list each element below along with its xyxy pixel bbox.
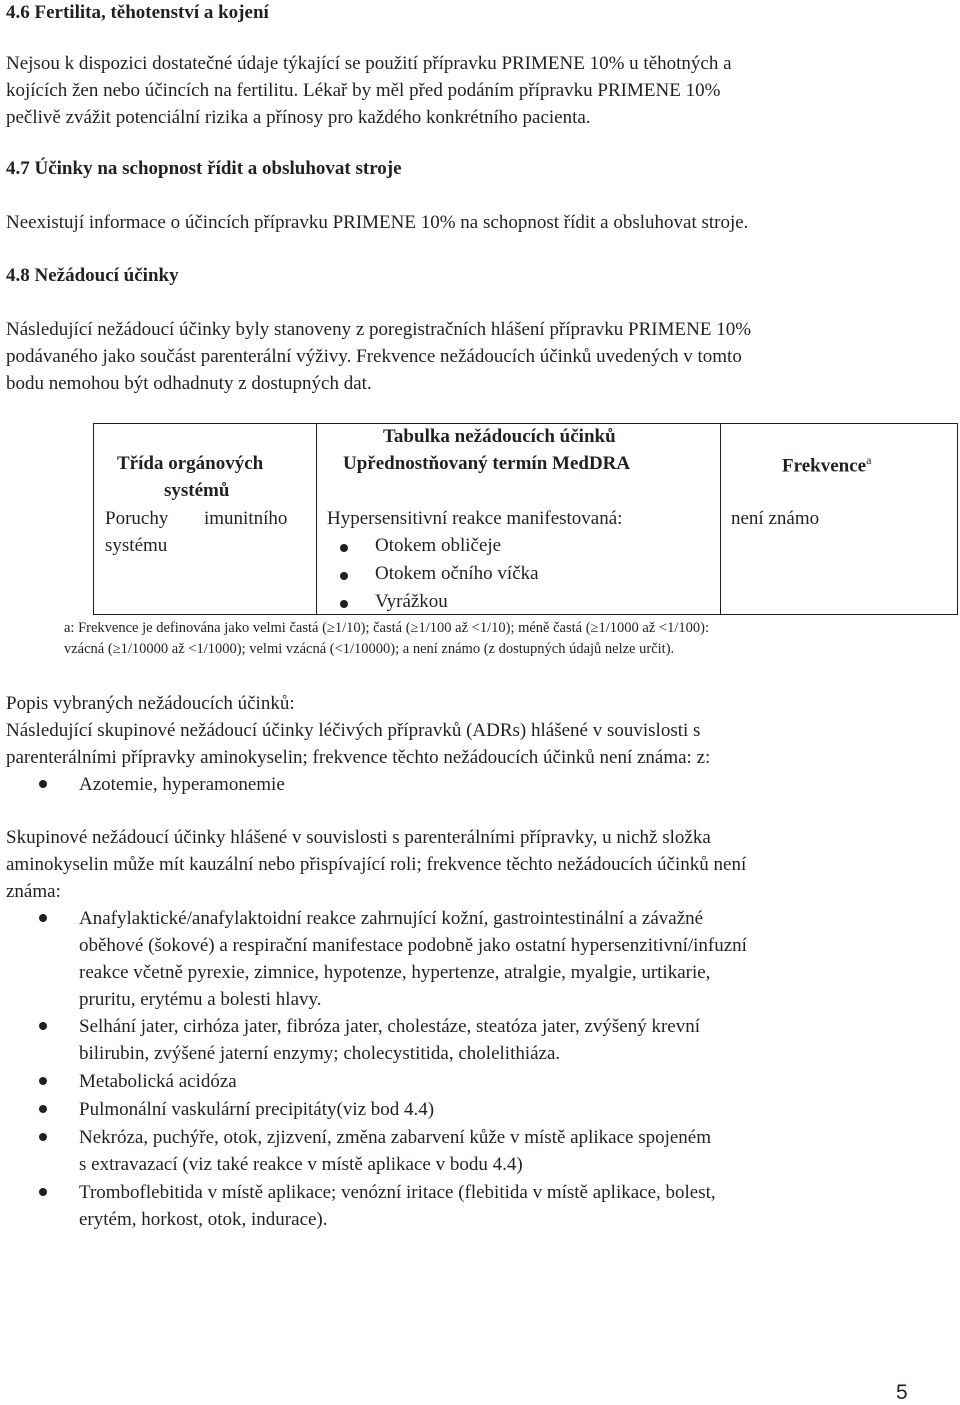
list-item-2-line-2: bilirubin, zvýšené jaterní enzymy; cholecystitida, cholelithiáza.	[79, 1043, 561, 1064]
table-divider-1	[316, 424, 317, 614]
bullet-icon	[39, 780, 47, 788]
bullet-icon	[39, 1105, 47, 1113]
list-item-1-line-3: reakce včetně pyrexie, zimnice, hypotenze, hypertenze, atralgie, myalgie, urtikarie,	[79, 962, 711, 983]
bullet-icon	[39, 1188, 47, 1196]
list-item-6-line-1: Tromboflebitida v místě aplikace; venózní iritace (flebitida v místě aplikace, bolest,	[79, 1182, 716, 1203]
popis-line-1: Následující skupinové nežádoucí účinky léčivých přípravků (ADRs) hlášené v souvislosti s	[6, 720, 701, 741]
col-header-soc-line-1: Třída orgánových	[117, 453, 264, 474]
bullet-icon	[39, 1133, 47, 1141]
skupinove-line-2: aminokyselin může mít kauzální nebo přispívající roli; frekvence těchto nežádoucích účinků není	[6, 854, 747, 875]
popis-line-2: parenterálními přípravky aminokyselin; frekvence těchto nežádoucích účinků není známa: z:	[6, 747, 711, 768]
col-header-soc-line-2: systémů	[164, 480, 230, 501]
col-header-frequency-text: Frekvence	[782, 455, 867, 477]
list-item-1-line-4: pruritu, erytému a bolesti hlavy.	[79, 989, 322, 1010]
popis-heading: Popis vybraných nežádoucích účinků:	[6, 693, 295, 714]
section-4-7-heading: 4.7 Účinky na schopnost řídit a obsluhovat stroje	[6, 158, 402, 179]
cell-term-1: Otokem obličeje	[375, 535, 502, 556]
list-item-6-line-2: erytém, horkost, otok, indurace).	[79, 1209, 328, 1230]
table-footnote-line-2: vzácná (≥1/10000 až <1/1000); velmi vzácná (<1/10000); a není známo (z dostupných údajů nelze určit).	[64, 641, 675, 657]
section-4-8-heading: 4.8 Nežádoucí účinky	[6, 265, 179, 286]
section-4-8-line-2: podávaného jako součást parenterální výživy. Frekvence nežádoucích účinků uvedených v tomto	[6, 346, 742, 367]
popis-bullet: Azotemie, hyperamonemie	[79, 774, 285, 795]
section-4-7-text: Neexistují informace o účincích přípravku PRIMENE 10% na schopnost řídit a obsluhovat stroje.	[6, 212, 749, 233]
cell-frequency: není známo	[731, 508, 820, 529]
list-item-3: Metabolická acidóza	[79, 1071, 237, 1092]
col-header-frequency	[782, 453, 871, 477]
table-footnote-line-1: a: Frekvence je definována jako velmi častá (≥1/10); častá (≥1/100 až <1/10); méně častá (≥1/1000 až <1/100):	[64, 620, 709, 636]
section-4-6-line-3: pečlivě zvážit potenciální rizika a přínosy pro každého konkrétního pacienta.	[6, 107, 591, 128]
table-divider-2	[720, 424, 721, 614]
skupinove-line-3: známa:	[6, 881, 61, 902]
list-item-4: Pulmonální vaskulární precipitáty(viz bod 4.4)	[79, 1099, 435, 1120]
cell-soc-line-1a: Poruchy	[105, 508, 169, 529]
bullet-icon	[340, 544, 348, 552]
section-4-6-line-2: kojících žen nebo účincích na fertilitu. Lékař by měl před podáním přípravku PRIMENE 10%	[6, 80, 721, 101]
adverse-effects-table	[93, 423, 958, 615]
section-4-8-line-1: Následující nežádoucí účinky byly stanoveny z poregistračních hlášení přípravku PRIMENE 10%	[6, 319, 752, 340]
bullet-icon	[340, 572, 348, 580]
cell-term-3: Vyrážkou	[375, 591, 448, 612]
skupinove-line-1: Skupinové nežádoucí účinky hlášené v souvislosti s parenterálními přípravky, u nichž složka	[6, 827, 711, 848]
page-number: 5	[896, 1381, 908, 1404]
bullet-icon	[39, 1077, 47, 1085]
list-item-5-line-2: s extravazací (viz také reakce v místě aplikace v bodu 4.4)	[79, 1154, 523, 1175]
section-4-6-line-1: Nejsou k dispozici dostatečné údaje týkající se použití přípravku PRIMENE 10% u těhotných a	[6, 53, 732, 74]
col-header-term: Upřednostňovaný termín MedDRA	[343, 453, 631, 474]
bullet-icon	[39, 1022, 47, 1030]
list-item-2-line-1: Selhání jater, cirhóza jater, fibróza jater, cholestáze, steatóza jater, zvýšený krevní	[79, 1016, 701, 1037]
cell-soc-line-1b: imunitního	[204, 508, 288, 529]
list-item-1-line-1: Anafylaktické/anafylaktoidní reakce zahrnující kožní, gastrointestinální a závažné	[79, 908, 704, 929]
cell-term-intro: Hypersensitivní reakce manifestovaná:	[327, 508, 623, 529]
section-4-8-line-3: bodu nemohou být odhadnuty z dostupných dat.	[6, 373, 372, 394]
section-4-6-heading: 4.6 Fertilita, těhotenství a kojení	[6, 2, 269, 23]
cell-term-2: Otokem očního víčka	[375, 563, 539, 584]
col-header-frequency-sup: a	[866, 453, 872, 467]
table-caption: Tabulka nežádoucích účinků	[383, 426, 616, 447]
bullet-icon	[340, 600, 348, 608]
cell-soc-line-2: systému	[105, 535, 168, 556]
list-item-5-line-1: Nekróza, puchýře, otok, zjizvení, změna zabarvení kůže v místě aplikace spojeném	[79, 1127, 712, 1148]
bullet-icon	[39, 914, 47, 922]
list-item-1-line-2: oběhové (šokové) a respirační manifestace podobně jako ostatní hypersenzitivní/infuzní	[79, 935, 747, 956]
